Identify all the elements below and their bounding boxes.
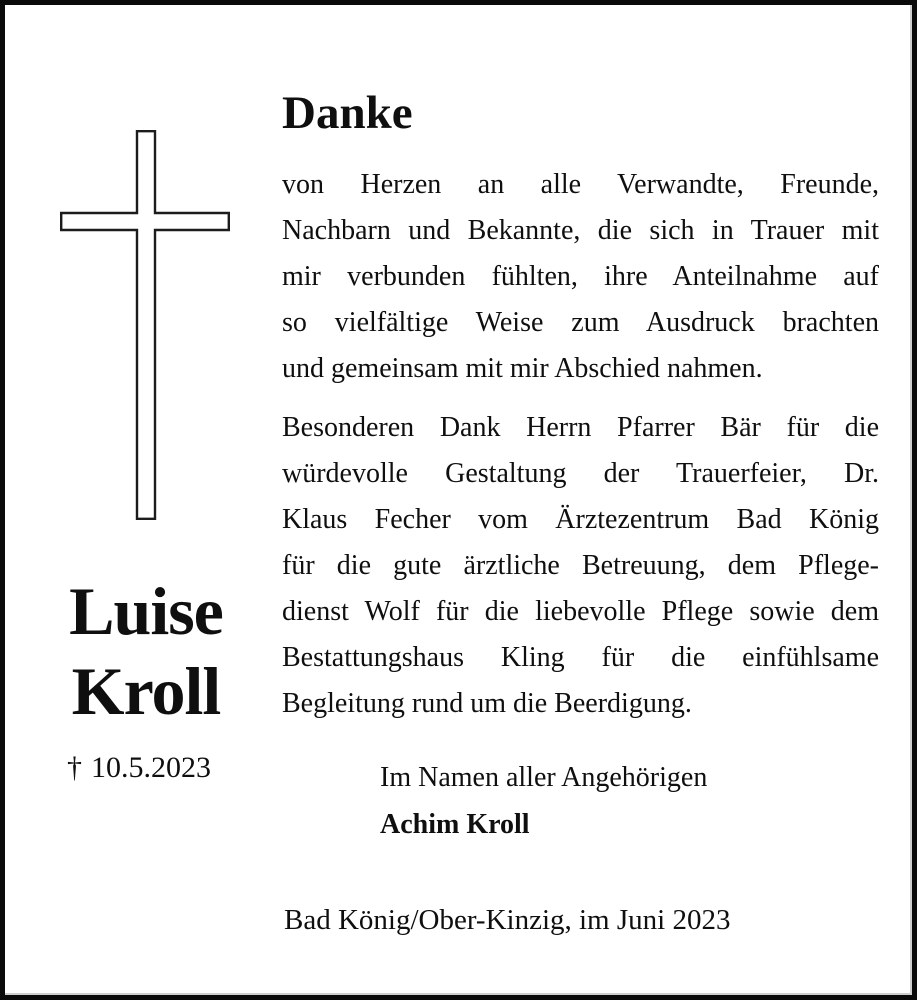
paragraph-line: Besonderen Dank Herrn Pfarrer Bär für die	[282, 412, 879, 443]
paragraph-line: so vielfältige Weise zum Ausdruck brachten	[282, 307, 879, 338]
closing-intro: Im Namen aller Angehörigen	[380, 762, 708, 793]
dagger-icon: †	[67, 751, 82, 784]
paragraph-line: Klaus Fecher vom Ärztezentrum Bad König	[282, 504, 879, 535]
deceased-name	[39, 571, 253, 731]
notice-title: Danke	[282, 87, 413, 139]
thanks-paragraph	[282, 162, 879, 392]
death-date	[67, 750, 211, 786]
paragraph-line: Nachbarn und Bekannte, die sich in Trauer mit	[282, 215, 879, 246]
special-thanks-paragraph	[282, 405, 879, 727]
paragraph-line: Begleitung rund um die Beerdigung.	[282, 688, 692, 719]
deceased-first-name: Luise	[69, 573, 223, 649]
paragraph-line: mir verbunden fühlten, ihre Anteilnahme auf	[282, 261, 879, 292]
deceased-last-name: Kroll	[71, 653, 221, 729]
paragraph-line: für die gute ärztliche Betreuung, dem Pflege-	[282, 550, 879, 581]
death-date-value: 10.5.2023	[91, 751, 211, 784]
place-and-date: Bad König/Ober-Kinzig, im Juni 2023	[284, 904, 731, 936]
closing-signatory: Achim Kroll	[380, 809, 530, 840]
latin-cross-icon	[60, 130, 230, 520]
paragraph-line: Bestattungshaus Kling für die einfühlsame	[282, 642, 879, 673]
paragraph-line: und gemeinsam mit mir Abschied nahmen.	[282, 353, 763, 384]
paragraph-line: würdevolle Gestaltung der Trauerfeier, Dr.	[282, 458, 879, 489]
paragraph-line: dienst Wolf für die liebevolle Pflege sowie dem	[282, 596, 879, 627]
paragraph-line: von Herzen an alle Verwandte, Freunde,	[282, 169, 879, 200]
